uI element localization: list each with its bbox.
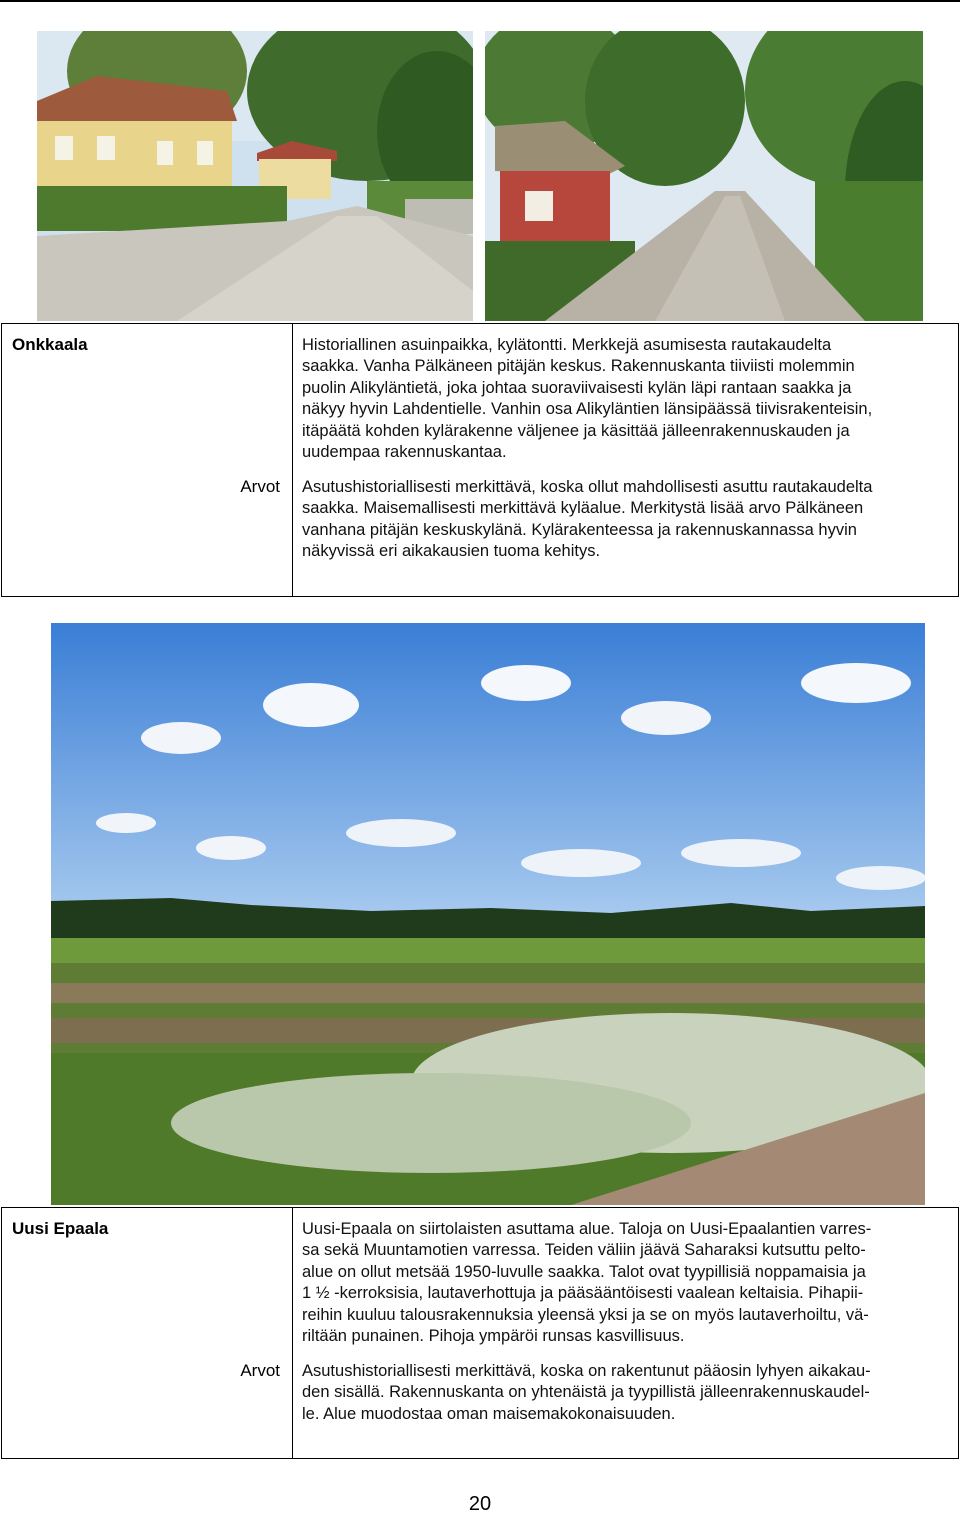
red-barn-road-photo xyxy=(485,31,923,321)
values-label: Arvot xyxy=(240,477,280,496)
section-name: Onkkaala xyxy=(12,335,88,354)
field-landscape-photo xyxy=(51,623,925,1205)
section-description: Historiallinen asuinpaikka, kylätontti. Merkkejä asumisesta rautakaudelta saakka. Vanha Pälkäneen pitäjän keskus. Rakennuskanta tiiviisti molemmin puolin Alikyläntietä, joka johtaa suoraviivaisesti kylän läpi rantaan saakka ja näkyy hyvin Lahdentielle. Vanhin osa Alikyläntien länsipäässä tiivisrakenteisin, itäpäätä kohden kylärakenne väljenee ja käsittää jälleenrakennuskauden ja uudempaa rakennuskantaa. xyxy=(302,336,873,462)
village-road-yellow-house-photo xyxy=(37,31,473,321)
section-description: Uusi-Epaala on siirtolaisten asuttama alue. Taloja on Uusi-Epaalantien varres- sa sekä Muuntamotien varressa. Teiden väliin jäävä Saharaksi kutsuttu pelto- alue on ollut metsää 1950-luvulle saakka. Talot ovat tyypillisiä noppamaisia ja 1 ½ -kerroksisia, lautaverhottuja ja pääsääntöisesti vaalean keltaisia. Pihapii- reihin kuuluu talousrakennuksia yleensä yksi ja se on myös lautaverhoiltu, vä- riltään punainen. Pihoja ympäröi runsas kasvillisuus. xyxy=(302,1220,872,1346)
section-values: Asutushistoriallisesti merkittävä, koska ollut mahdollisesti asuttu rautakaudelta saakka. Maisemallisesti merkittävä kyläalue. Merkitystä lisää arvo Pälkäneen vanhana pitäjän keskuskylänä. Kylärakenteessa ja rakennuskannassa hyvin näkyvissä eri aikakausien tuoma kehitys. xyxy=(302,478,873,561)
top-rule xyxy=(0,0,960,2)
section-values: Asutushistoriallisesti merkittävä, koska on rakentunut pääosin lyhyen aikakau- den sisällä. Rakennuskanta on yhtenäistä ja tyypillistä jälleenrakennuskaudel- le. Alue muodostaa oman maisemakokonaisuuden. xyxy=(302,1362,871,1423)
section-name: Uusi Epaala xyxy=(12,1219,109,1238)
values-label: Arvot xyxy=(240,1361,280,1380)
page-number: 20 xyxy=(468,1493,492,1515)
